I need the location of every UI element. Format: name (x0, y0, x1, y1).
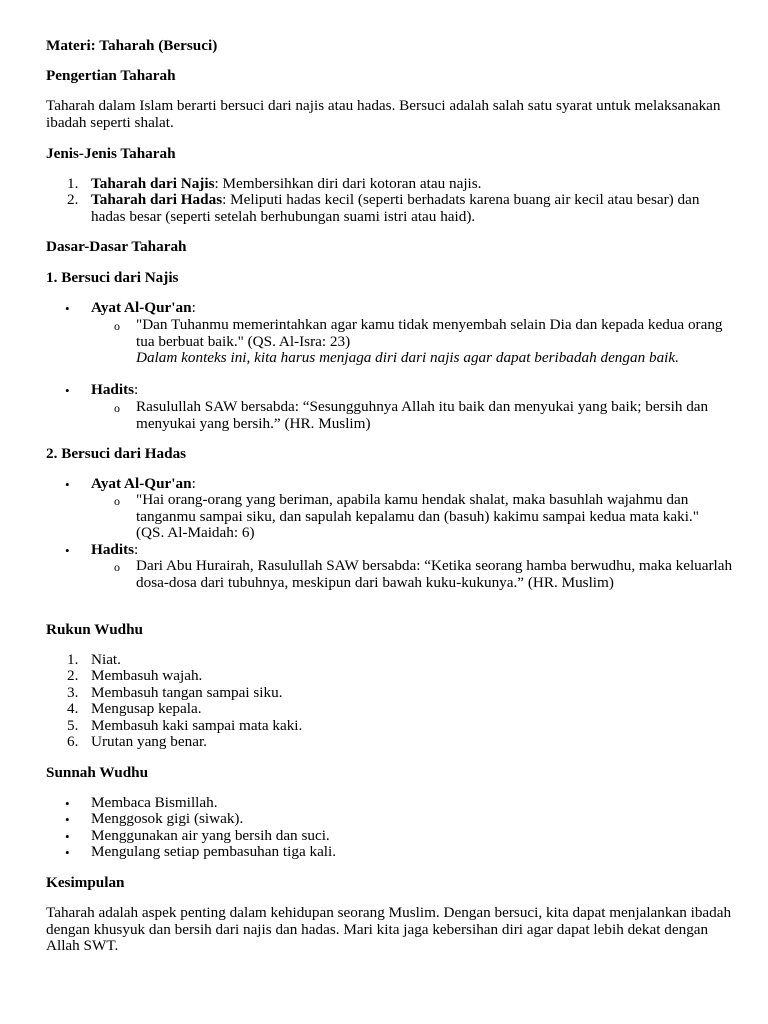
sub-bullet-icon: o (114, 401, 120, 415)
heading-sunnah: Sunnah Wudhu (46, 764, 149, 781)
bullet-icon: • (65, 543, 70, 558)
colon: : (191, 299, 196, 316)
colon: : (134, 381, 139, 398)
colon: : (134, 541, 139, 558)
hadits-label: Hadits (91, 381, 135, 398)
hadits-quote: Rasulullah SAW bersabda: “Sesungguhnya Allah itu baik dan menyukai yang baik; bersih dan menyukai yang bersih.” (HR. Muslim) (136, 398, 709, 432)
ayat-quote: "Hai orang-orang yang beriman, apabila kamu hendak shalat, maka basuhlah wajahmu dan tanganmu sampai siku, dan sapulah kepalamu dan (basuh) kakimu sampai kedua mata kaki." (QS. Al-Maidah: 6) (136, 491, 699, 541)
list-item-text: Membaca Bismillah. (91, 794, 218, 811)
bullet-icon: • (65, 829, 70, 844)
heading-bersuci-hadas: 2. Bersuci dari Hadas (46, 445, 187, 462)
heading-bersuci-najis: 1. Bersuci dari Najis (46, 269, 179, 286)
list-number: 2. (67, 667, 79, 684)
heading-jenis: Jenis-Jenis Taharah (46, 145, 176, 162)
list-item-text: Urutan yang benar. (91, 733, 207, 750)
heading-rukun: Rukun Wudhu (46, 621, 143, 638)
list-item-desc: : Meliputi hadas kecil (seperti berhadats karena buang air kecil atau besar) dan hadas besar (seperti setelah berhubungan suami istri atau haid). (91, 191, 700, 225)
list-item-text: Membasuh tangan sampai siku. (91, 684, 283, 701)
bullet-icon: • (65, 845, 70, 860)
list-item-term: Taharah dari Hadas (91, 191, 223, 208)
list-item-text: Menggosok gigi (siwak). (91, 810, 244, 827)
bullet-icon: • (65, 383, 70, 398)
list-number: 2. (67, 191, 79, 208)
list-item-desc: : Membersihkan diri dari kotoran atau najis. (214, 175, 482, 192)
list-number: 1. (67, 175, 79, 192)
hadits-quote: Dari Abu Hurairah, Rasulullah SAW bersabda: “Ketika seorang hamba berwudhu, maka keluarlah dosa-dosa dari tubuhnya, meskipun dari bawah kuku-kukunya.” (HR. Muslim) (136, 557, 733, 591)
ayat-label: Ayat Al-Qur'an (91, 299, 192, 316)
list-item-term: Taharah dari Najis (91, 175, 215, 192)
list-item-text: Membasuh wajah. (91, 667, 203, 684)
list-item-text: Mengusap kepala. (91, 700, 202, 717)
heading-kesimpulan: Kesimpulan (46, 874, 125, 891)
list-item-text: Membasuh kaki sampai mata kaki. (91, 717, 303, 734)
bullet-icon: • (65, 477, 70, 492)
ayat-note: Dalam konteks ini, kita harus menjaga diri dari najis agar dapat beribadah dengan baik. (136, 349, 679, 366)
paragraph-kesimpulan: Taharah adalah aspek penting dalam kehidupan seorang Muslim. Dengan bersuci, kita dapat menjalankan ibadah dengan khusyuk dan bersih dari najis dan hadas. Mari kita jaga kebersihan diri agar dapat lebih dekat dengan Allah SWT. (46, 904, 732, 954)
list-number: 6. (67, 733, 79, 750)
document-title: Materi: Taharah (Bersuci) (46, 37, 218, 54)
ayat-quote: "Dan Tuhanmu memerintahkan agar kamu tidak menyembah selain Dia dan kepada kedua orang tua berbuat baik." (QS. Al-Isra: 23) (136, 316, 723, 350)
sub-bullet-icon: o (114, 319, 120, 333)
list-number: 5. (67, 717, 79, 734)
list-number: 4. (67, 700, 79, 717)
bullet-icon: • (65, 301, 70, 316)
paragraph-pengertian: Taharah dalam Islam berarti bersuci dari najis atau hadas. Bersuci adalah salah satu syarat untuk melaksanakan ibadah seperti shalat. (46, 97, 721, 131)
heading-dasar: Dasar-Dasar Taharah (46, 238, 187, 255)
sub-bullet-icon: o (114, 560, 120, 574)
colon: : (191, 475, 196, 492)
heading-pengertian: Pengertian Taharah (46, 67, 176, 84)
list-number: 3. (67, 684, 79, 701)
list-item-text: Menggunakan air yang bersih dan suci. (91, 827, 330, 844)
ayat-label: Ayat Al-Qur'an (91, 475, 192, 492)
bullet-icon: • (65, 812, 70, 827)
list-number: 1. (67, 651, 79, 668)
list-item-text: Niat. (91, 651, 121, 668)
bullet-icon: • (65, 796, 70, 811)
hadits-label: Hadits (91, 541, 135, 558)
list-item-text: Mengulang setiap pembasuhan tiga kali. (91, 843, 337, 860)
sub-bullet-icon: o (114, 494, 120, 508)
